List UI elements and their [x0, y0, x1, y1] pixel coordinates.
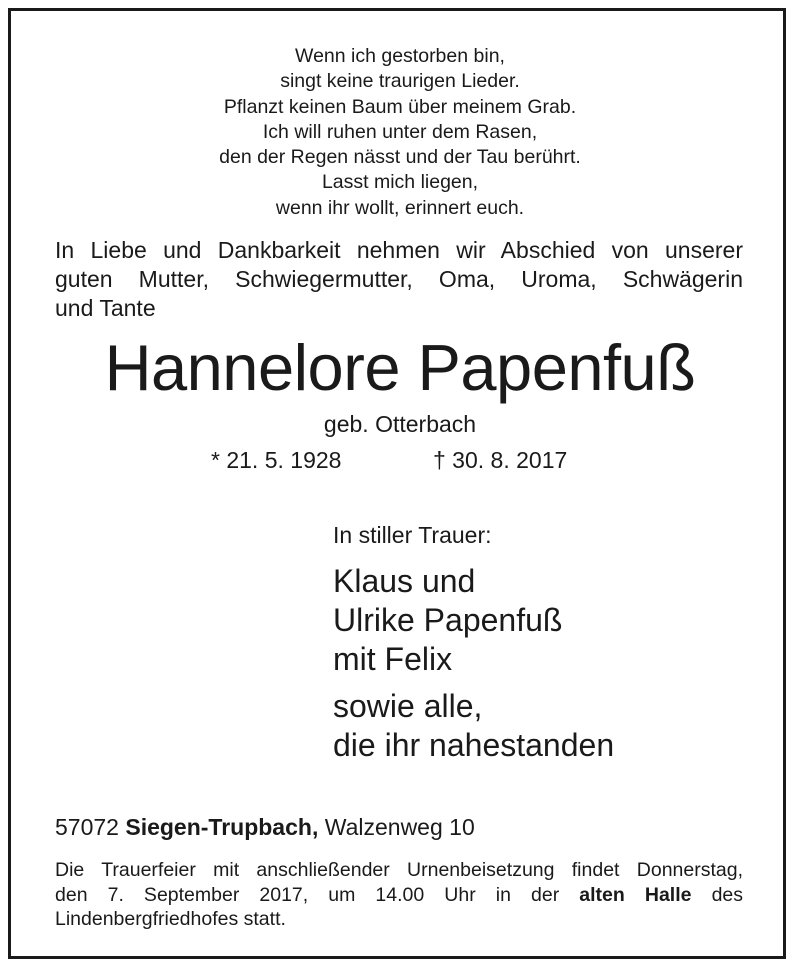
farewell-line: und Tante: [55, 295, 156, 321]
ceremony-text: den 7. September 2017, um 14.00 Uhr in der: [55, 883, 560, 906]
poem-line: Lasst mich liegen,: [321, 171, 479, 194]
poem-line: singt keine traurigen Lieder.: [280, 70, 520, 93]
farewell-line: In Liebe und Dankbarkeit nehmen wir Abschied von unserer: [55, 237, 743, 263]
deceased-name: Hannelore Papenfuß: [104, 331, 696, 404]
poem-line: den der Regen nässt und der Tau berührt.: [219, 146, 581, 169]
mourners-list: [333, 562, 614, 765]
address: [55, 812, 475, 842]
ceremony-text: des: [711, 883, 744, 906]
address-place: Siegen-Trupbach,: [125, 814, 319, 840]
ceremony-info: [55, 858, 743, 932]
address-street: Walzenweg 10: [324, 814, 475, 840]
poem-line: Pflanzt keinen Baum über meinem Grab.: [223, 95, 577, 118]
mourner-line: mit Felix: [333, 641, 453, 677]
mourner-line: sowie alle,: [333, 688, 483, 724]
ceremony-line: Lindenbergfriedhofes statt.: [55, 908, 286, 930]
mourner-line: Ulrike Papenfuß: [333, 602, 563, 638]
address-zip: 57072: [55, 814, 119, 840]
maiden-name: geb. Otterbach: [323, 411, 477, 437]
poem: [0, 44, 800, 221]
farewell-text: [55, 236, 743, 323]
ceremony-line: [55, 883, 743, 908]
ceremony-venue: alten Halle: [579, 883, 692, 906]
poem-line: wenn ihr wollt, erinnert euch.: [275, 196, 525, 219]
farewell-line: guten Mutter, Schwiegermutter, Oma, Uroma, Schwägerin: [55, 266, 743, 292]
poem-line: Ich will ruhen unter dem Rasen,: [262, 120, 538, 143]
mourning-label: In stiller Trauer:: [333, 522, 492, 548]
poem-line: Wenn ich gestorben bin,: [295, 45, 505, 67]
mourner-line: Klaus und: [333, 563, 476, 599]
death-date: † 30. 8. 2017: [433, 447, 568, 473]
ceremony-line: Die Trauerfeier mit anschließender Urnenbeisetzung findet Donnerstag,: [55, 859, 743, 881]
mourner-line: die ihr nahestanden: [333, 727, 615, 763]
birth-date: * 21. 5. 1928: [211, 447, 342, 473]
